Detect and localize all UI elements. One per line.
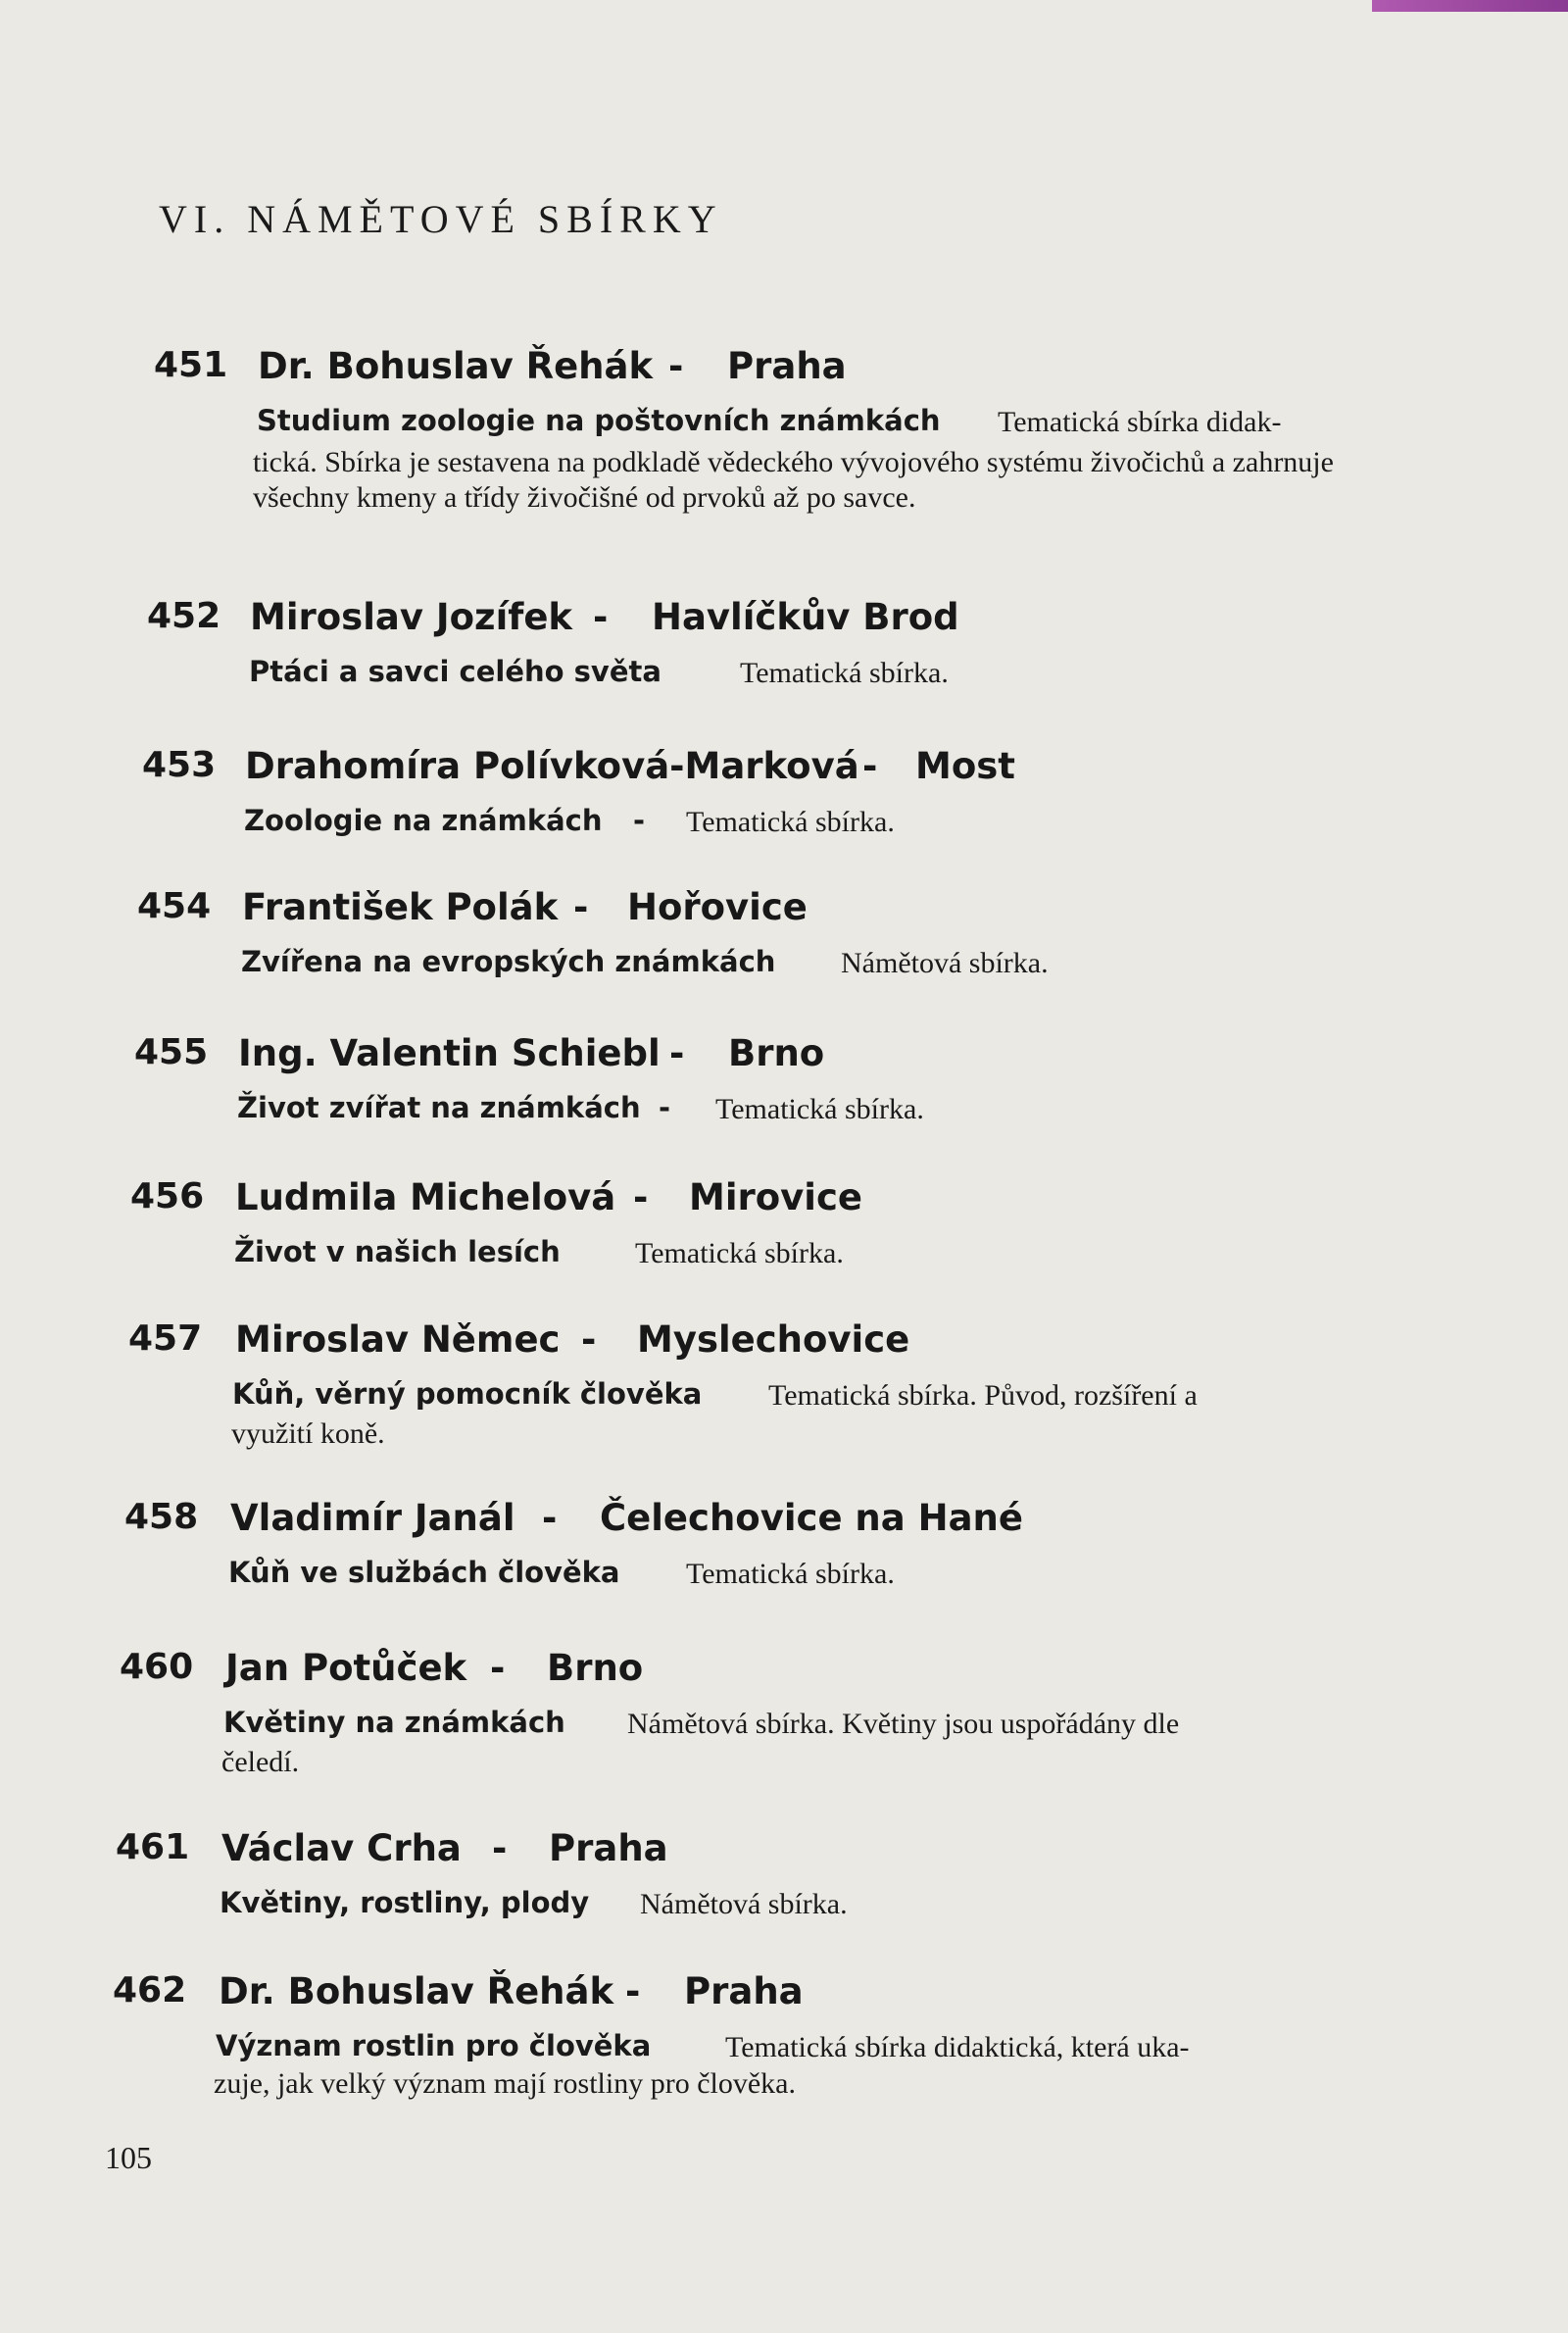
exhibitor-place: Brno: [728, 1032, 825, 1074]
exhibitor-name: Drahomíra Polívková-Marková: [245, 745, 859, 787]
exhibitor-name: Ludmila Michelová: [235, 1176, 616, 1218]
entry-number: 454: [137, 886, 212, 926]
exhibitor-place: Brno: [547, 1647, 644, 1689]
entry-number: 457: [128, 1318, 203, 1359]
collection-topic: Zoologie na známkách: [244, 804, 603, 837]
collection-description: Tematická sbírka.: [740, 657, 949, 689]
separator-dash: -: [542, 1497, 558, 1539]
exhibitor-place: Praha: [727, 345, 847, 387]
collection-topic: Význam rostlin pro člověka: [216, 2029, 652, 2062]
page-edge-color: [1372, 0, 1568, 12]
collection-topic: Život v našich lesích: [234, 1235, 561, 1268]
exhibitor-name: Ing. Valentin Schiebl: [238, 1032, 661, 1074]
collection-topic: Květiny, rostliny, plody: [220, 1886, 590, 1919]
entry-number: 461: [116, 1827, 190, 1867]
separator-dash: -: [490, 1647, 506, 1689]
entry-number: 452: [147, 596, 221, 636]
exhibitor-name: Vladimír Janál: [230, 1497, 515, 1539]
exhibitor-name: Miroslav Němec: [235, 1318, 561, 1361]
collection-description: Námětová sbírka. Květiny jsou uspořádány dle: [627, 1708, 1180, 1740]
exhibitor-name: Václav Crha: [221, 1827, 462, 1869]
exhibitor-name: Miroslav Jozífek: [250, 596, 573, 638]
separator-dash: -: [625, 1970, 641, 2012]
separator-dash: -: [862, 745, 878, 787]
separator-dash: -: [669, 1032, 685, 1074]
collection-description: Námětová sbírka.: [640, 1888, 848, 1920]
entry-number: 460: [120, 1647, 194, 1687]
collection-topic: Kůň, věrný pomocník člověka: [232, 1377, 703, 1411]
exhibitor-place: Most: [915, 745, 1015, 787]
entry-number: 458: [124, 1497, 199, 1537]
exhibitor-place: Mirovice: [689, 1176, 862, 1218]
separator-dash: -: [633, 804, 646, 837]
collection-topic: Ptáci a savci celého světa: [249, 655, 662, 688]
exhibitor-name: František Polák: [242, 886, 559, 928]
exhibitor-place: Havlíčkův Brod: [652, 596, 959, 638]
collection-topic: Kůň ve službách člověka: [228, 1556, 620, 1589]
section-heading: VI. NÁMĚTOVÉ SBÍRKY: [159, 197, 723, 241]
description-continuation: využití koně.: [231, 1417, 385, 1450]
separator-dash: -: [659, 1091, 671, 1124]
collection-description: Tematická sbírka.: [686, 1558, 895, 1590]
description-continuation: čeledí.: [221, 1746, 300, 1778]
separator-dash: -: [573, 886, 589, 928]
exhibitor-place: Čelechovice na Hané: [600, 1497, 1023, 1539]
collection-description: Tematická sbírka.: [715, 1093, 924, 1125]
collection-description: Tematická sbírka.: [635, 1237, 844, 1269]
description-continuation: zuje, jak velký význam mají rostliny pro člověka.: [214, 2067, 796, 2100]
separator-dash: -: [633, 1176, 649, 1218]
exhibitor-place: Praha: [549, 1827, 668, 1869]
separator-dash: -: [593, 596, 609, 638]
exhibitor-name: Dr. Bohuslav Řehák: [219, 1970, 614, 2012]
exhibitor-place: Myslechovice: [637, 1318, 910, 1361]
collection-topic: Květiny na známkách: [223, 1706, 565, 1739]
collection-topic: Zvířena na evropských známkách: [241, 945, 776, 978]
entry-number: 455: [134, 1032, 209, 1072]
collection-description: Tematická sbírka didak-: [998, 406, 1282, 438]
collection-topic: Studium zoologie na poštovních známkách: [257, 404, 941, 437]
exhibitor-place: Praha: [684, 1970, 804, 2012]
entry-number: 462: [113, 1970, 187, 2010]
exhibitor-name: Dr. Bohuslav Řehák: [258, 345, 654, 387]
entry-number: 451: [154, 345, 228, 385]
separator-dash: -: [492, 1827, 508, 1869]
collection-topic: Život zvířat na známkách: [237, 1091, 641, 1124]
description-continuation: tická. Sbírka je sestavena na podkladě vědeckého vývojového systému živočichů a zahrnuje všechny kmeny a třídy živočišné od prvoků až po savce.: [253, 446, 1334, 514]
show-through-shadow: [980, 216, 1372, 255]
collection-description: Námětová sbírka.: [841, 947, 1049, 979]
collection-description: Tematická sbírka didaktická, která uka-: [725, 2031, 1190, 2063]
exhibitor-name: Jan Potůček: [225, 1647, 467, 1689]
separator-dash: -: [668, 345, 684, 387]
separator-dash: -: [581, 1318, 597, 1361]
exhibitor-place: Hořovice: [627, 886, 808, 928]
entry-number: 453: [142, 745, 217, 785]
collection-description: Tematická sbírka. Původ, rozšíření a: [768, 1379, 1198, 1412]
page-number: 105: [105, 2140, 152, 2175]
entry-number: 456: [130, 1176, 205, 1216]
collection-description: Tematická sbírka.: [686, 806, 895, 838]
